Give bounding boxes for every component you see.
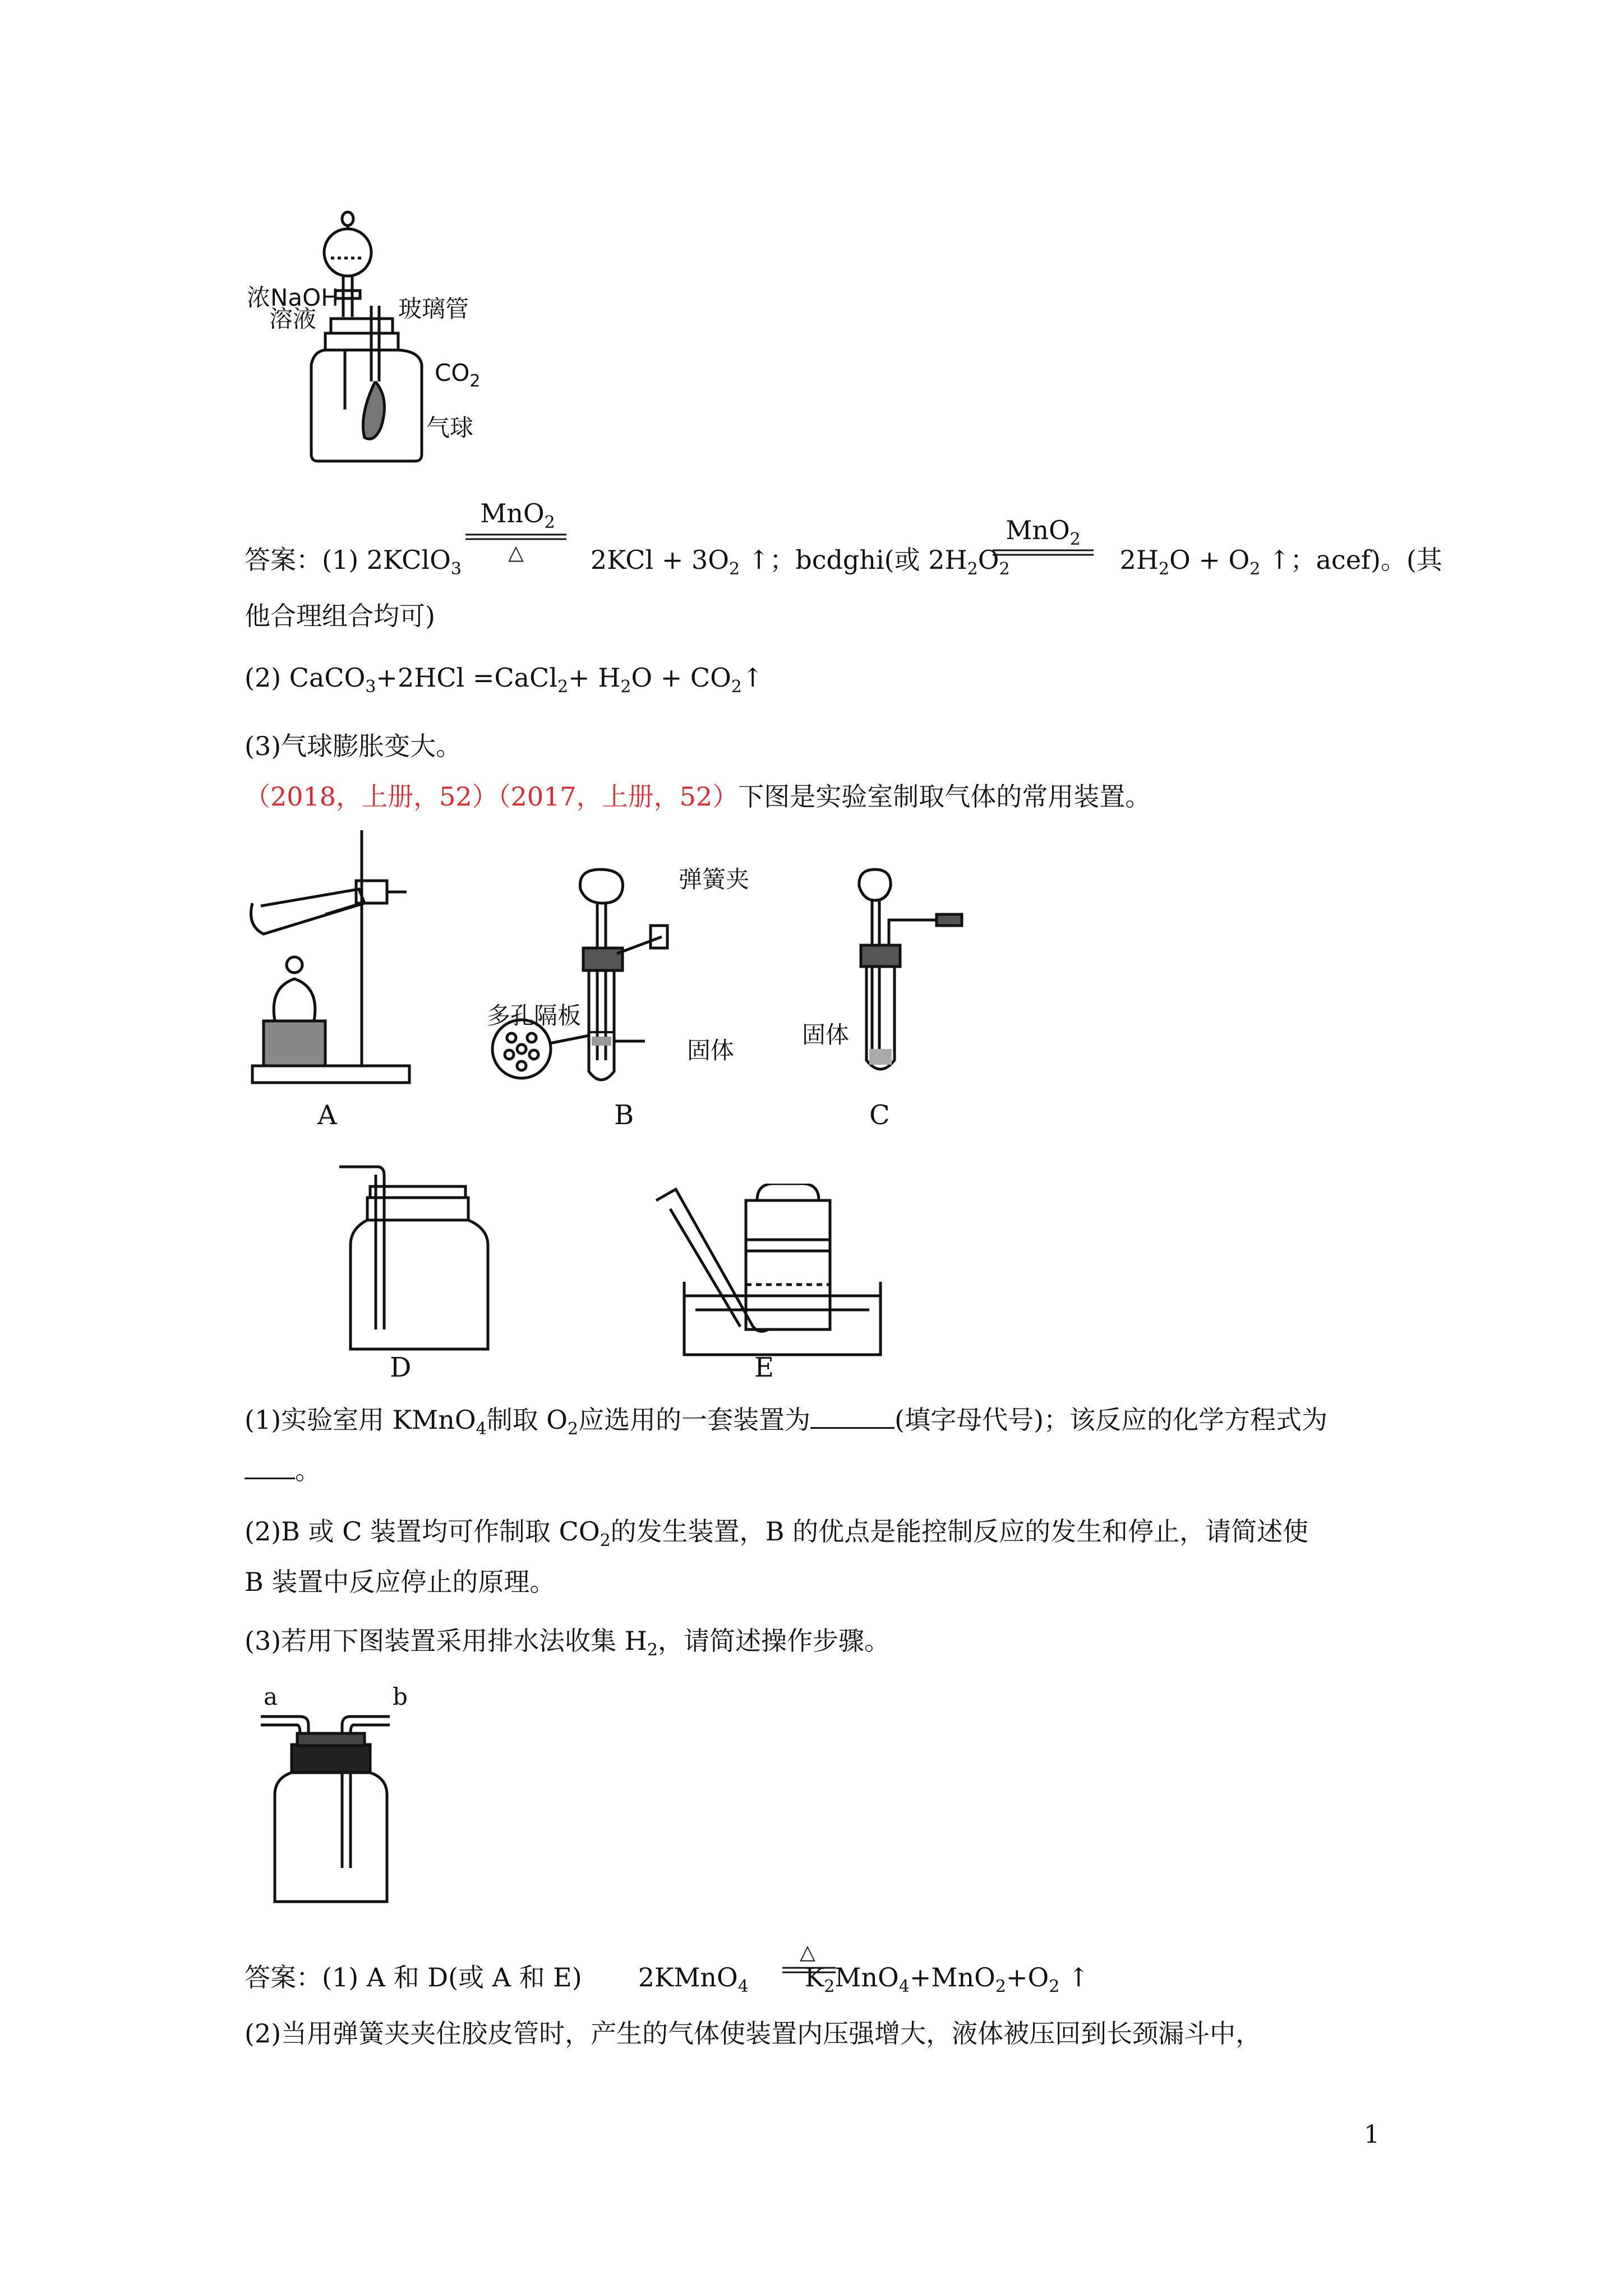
- label-port-a: a: [264, 1683, 278, 1710]
- apparatus-a: [241, 819, 421, 1099]
- double-bar-1: [465, 533, 566, 541]
- label-solid-b: 固体: [687, 1037, 735, 1064]
- label-a: A: [317, 1099, 337, 1131]
- label-balloon: 气球: [426, 414, 474, 441]
- answer-blank-1[interactable]: [810, 1402, 895, 1429]
- label-glass-tube: 玻璃管: [398, 295, 469, 323]
- catalyst-mno2-1: MnO$_2$: [480, 498, 555, 532]
- label-b: B: [614, 1099, 634, 1131]
- heat-mark-1: △: [508, 541, 524, 564]
- subquestion-2-line2: B 装置中反应停止的原理。: [245, 1567, 556, 1597]
- apparatus-c: [796, 858, 976, 1094]
- label-co2: $CO_2$: [435, 359, 481, 391]
- answer1-line1: 答案：(1) 2KClO$_3$ $2KCl + 3O_2$ ↑；bcdghi(或 $2H_2O_2$ $2H_2O + O_2$ ↑；acef)。(其: [245, 545, 1442, 579]
- apparatus-e: [645, 1184, 903, 1369]
- subquestion-3: (3)若用下图装置采用排水法收集 $H_2$，请简述操作步骤。: [245, 1626, 890, 1660]
- subquestion-2: (2)B 或 C 装置均可作制取 $CO_2$的发生装置，B 的优点是能控制反应的发生和停止，请简述使: [245, 1516, 1309, 1550]
- apparatus-collect-bottle: [252, 1694, 432, 1913]
- label-e: E: [754, 1352, 774, 1383]
- answer1-part3: (3)气球膨胀变大。: [245, 731, 462, 761]
- catalyst-mno2-2: MnO$_2$: [1006, 515, 1081, 549]
- apparatus-d: [314, 1156, 494, 1363]
- answer1-line2: 他合理组合均可): [245, 601, 435, 631]
- label-naoh-line1: 浓NaOH: [247, 284, 339, 311]
- answer2-line1: 答案：(1) A 和 D(或 A 和 E) 2KMnO$_4$ $K_2MnO_4+MnO_2+O_2$ ↑: [245, 1962, 1090, 1996]
- question-heading: [245, 780, 1151, 813]
- label-c: C: [869, 1099, 890, 1131]
- label-spring-clip: 弹簧夹: [679, 866, 750, 893]
- answer1-part2: (2) CaCO$_3$+2HCl =CaCl$_2$+ $H_2O$ + $CO_2↑$: [245, 662, 764, 697]
- label-porous-plate: 多孔隔板: [487, 1002, 582, 1029]
- answer-blank-2[interactable]: [245, 1453, 295, 1479]
- page-number: 1: [1364, 2120, 1380, 2149]
- label-solid-c: 固体: [802, 1021, 850, 1048]
- heat-mark-2: △: [800, 1941, 815, 1964]
- label-d: D: [390, 1352, 412, 1383]
- question-stem: 下图是实验室制取气体的常用装置。: [738, 781, 1151, 812]
- subquestion-1: (1)实验室用 KMnO$_4$制取 $O_2$应选用的一套装置为 (填字母代号)；该反应的化学方程式为: [245, 1402, 1327, 1437]
- label-port-b: b: [393, 1683, 408, 1710]
- subquestion-1-line2: 。: [245, 1453, 321, 1487]
- label-naoh-line2: 溶液: [269, 305, 317, 333]
- answer2-line2: (2)当用弹簧夹夹住胶皮管时，产生的气体使装置内压强增大，液体被压回到长颈漏斗中，: [245, 2018, 1262, 2049]
- question-source: （2018，上册，52）（2017，上册，52）: [245, 781, 739, 812]
